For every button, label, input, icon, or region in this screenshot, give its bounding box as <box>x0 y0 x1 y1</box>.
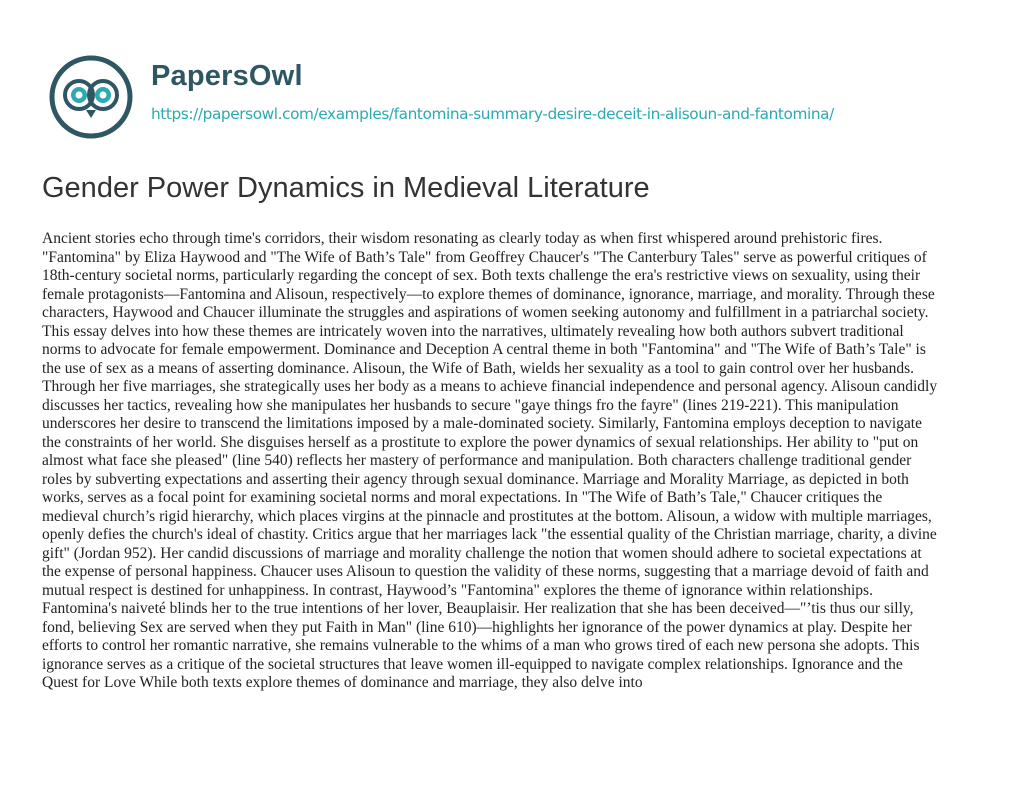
body-line: almost what face she pleased" (line 540) reflects her mastery of performance and manipulation. Both characters challenge traditional gender <box>42 452 912 469</box>
body-line: roles by subverting expectations and asserting their agency through sexual dominance. Marriage and Morality Marriage, as depicted in both <box>42 470 909 488</box>
body-line: discusses her tactics, revealing how she manipulates her husbands to secure "gaye things fro the fayre" (lines 219-221). This manipulation <box>42 396 899 414</box>
body-line: works, serves as a focal point for examining societal norms and moral expectations. In "The Wife of Bath’s Tale," Chaucer critiques the <box>42 489 883 506</box>
body-line: the constraints of her world. She disguises herself as a prostitute to explore the power dynamics of sexual relationships. Her ability to "put on <box>42 433 919 451</box>
body-line: Ancient stories echo through time's corridors, their wisdom resonating as clearly today as when first whispered around prehistoric fires. <box>42 230 883 247</box>
body-line: underscores her desire to transcend the limitations imposed by a male-dominated society. Similarly, Fantomina employs deception to navigate <box>42 415 922 432</box>
body-line: Quest for Love While both texts explore themes of dominance and marriage, they also delve into <box>42 674 643 691</box>
page-title: Gender Power Dynamics in Medieval Literature <box>42 172 650 204</box>
body-line: characters, Haywood and Chaucer illuminate the struggles and aspirations of women seeking autonomy and fulfillment in a patriarchal society. <box>42 304 929 321</box>
source-url-link[interactable]: https://papersowl.com/examples/fantomina-summary-desire-deceit-in-alisoun-and-fantomina/ <box>151 105 834 123</box>
essay-body <box>42 230 990 693</box>
body-line: "Fantomina" by Eliza Haywood and "The Wife of Bath’s Tale" from Geoffrey Chaucer's "The Canterbury Tales" serve as powerful critiques of <box>42 248 927 266</box>
body-line: Fantomina's naiveté blinds her to the true intentions of her lover, Beauplaisir. Her realization that she has been deceived—"’tis thus our silly, <box>42 600 914 617</box>
body-line: Through her five marriages, she strategically uses her body as a means to achieve financial independence and personal agency. Alisoun candidly <box>42 378 938 395</box>
body-line: openly defies the church's ideal of chastity. Critics argue that her marriages lack "the essential quality of the Christian marriage, charity, a divine <box>42 526 937 543</box>
body-line: 18th-century societal norms, particularly regarding the concept of sex. Both texts challenge the era's restrictive views on sexuality, using their <box>42 267 921 284</box>
body-line: norms to advocate for female empowerment. Dominance and Deception A central theme in both "Fantomina" and "The Wife of Bath’s Tale" is <box>42 341 926 358</box>
body-line: the use of sex as a means of asserting dominance. Alisoun, the Wife of Bath, wields her sexuality as a tool to gain control over her husbands. <box>42 359 915 377</box>
body-line: female protagonists—Fantomina and Alisoun, respectively—to explore themes of dominance, ignorance, marriage, and morality. Through these <box>42 285 935 303</box>
body-line: medieval church’s rigid hierarchy, which places virgins at the pinnacle and prostitutes at the bottom. Alisoun, a widow with multiple marriages, <box>42 507 932 525</box>
body-line: efforts to control her romantic narrative, she remains vulnerable to the whims of a man who grows tired of each new persona she adopts. This <box>42 637 920 654</box>
body-line: This essay delves into how these themes are intricately woven into the narratives, ultimately revealing how both authors subvert traditional <box>42 322 904 340</box>
owl-eyes-logo-icon <box>48 54 134 140</box>
body-line: gift" (Jordan 952). Her candid discussions of marriage and morality challenge the notion that women should adhere to societal expectations at <box>42 544 922 562</box>
body-line: fond, believing Sex are served when they put Faith in Man" (line 610)—highlights her ignorance of the power dynamics at play. Despite her <box>42 618 912 636</box>
body-line: mutual respect is destined for unhappiness. In contrast, Haywood’s "Fantomina" explores the theme of ignorance within relationships. <box>42 581 873 599</box>
body-line: ignorance serves as a critique of the societal structures that leave women ill-equipped to navigate complex relationships. Ignorance and the <box>42 655 903 673</box>
body-line: the expense of personal happiness. Chaucer uses Alisoun to question the validity of these norms, suggesting that a marriage devoid of faith and <box>42 563 929 580</box>
brand-name: PapersOwl <box>151 60 303 92</box>
